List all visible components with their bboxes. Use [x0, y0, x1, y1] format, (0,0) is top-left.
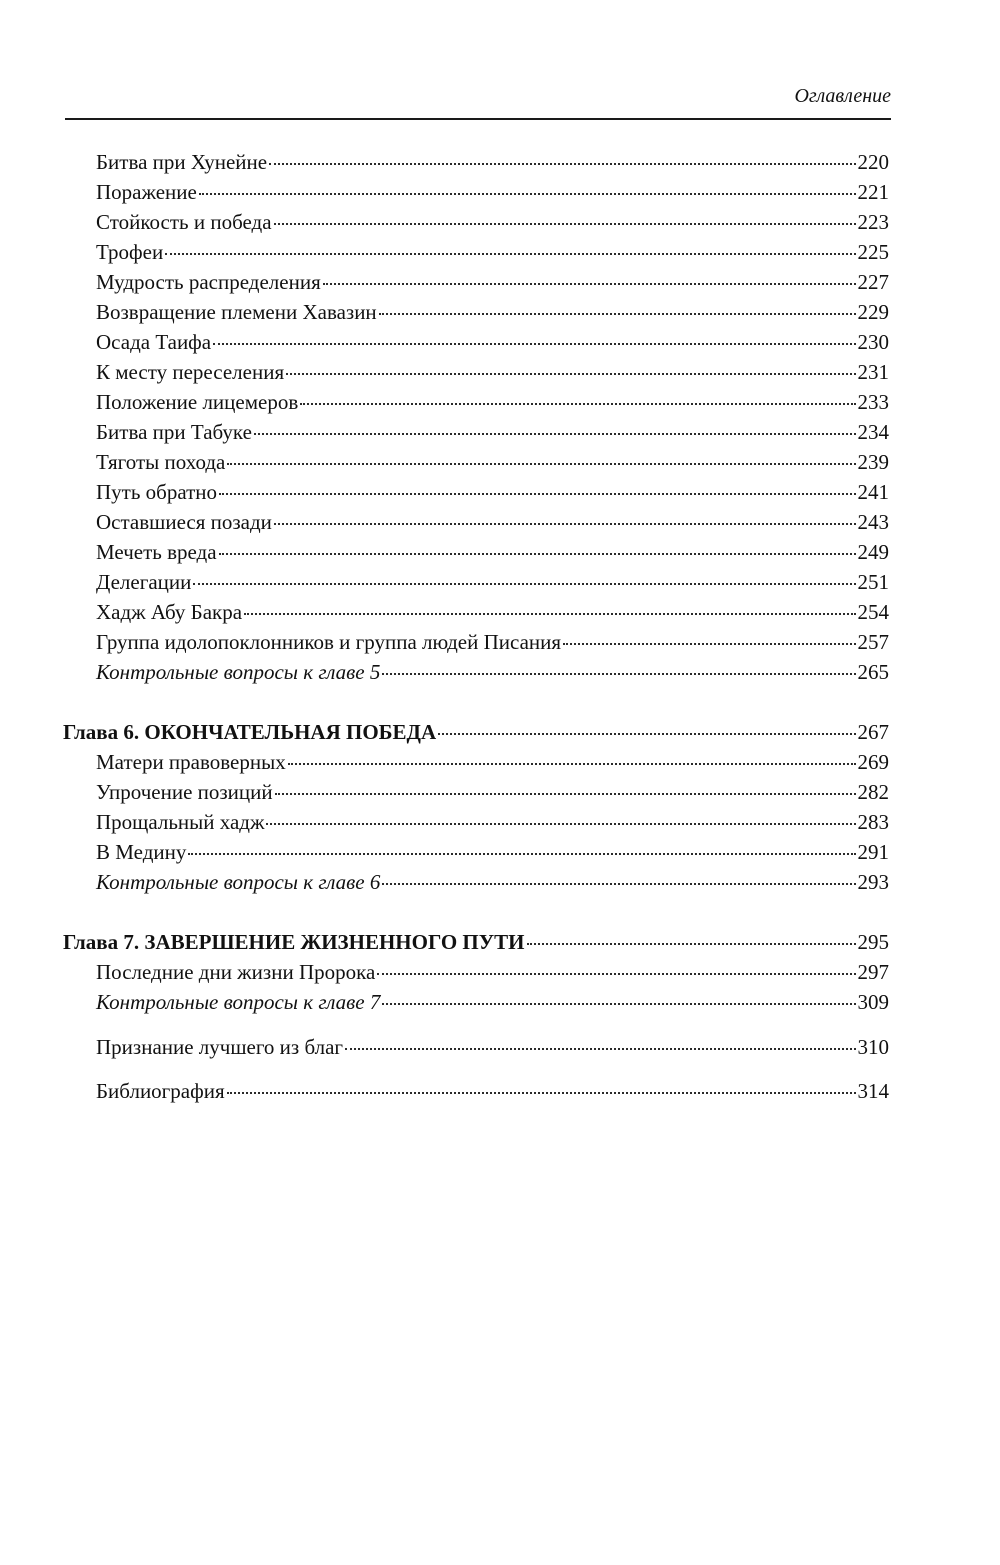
dot-leader	[438, 733, 855, 735]
toc-chapter-6[interactable]	[63, 717, 889, 747]
dot-leader	[266, 823, 855, 825]
dot-leader	[219, 553, 856, 555]
toc-entry-page: 309	[857, 990, 889, 1014]
dot-leader	[227, 1092, 856, 1094]
dot-leader	[382, 883, 855, 885]
toc-entry-title: Хадж Абу Бакра	[96, 600, 243, 624]
toc-entry-page: 227	[857, 270, 889, 294]
toc-entry[interactable]	[96, 747, 889, 777]
toc-entry[interactable]	[96, 447, 889, 477]
toc-entry[interactable]	[96, 417, 889, 447]
toc-entry[interactable]	[96, 327, 889, 357]
toc-entry-page: 234	[857, 420, 889, 444]
toc-entry-title: Путь обратно	[96, 480, 218, 504]
toc-entry[interactable]	[96, 627, 889, 657]
dot-leader	[288, 763, 856, 765]
toc-entry[interactable]	[96, 807, 889, 837]
toc-entry-title: Мечеть вреда	[96, 540, 217, 564]
toc-entry-afterword[interactable]	[96, 1032, 889, 1062]
toc-entry-review[interactable]	[96, 867, 889, 897]
toc-entry[interactable]	[96, 147, 889, 177]
toc-entry-page: 257	[857, 630, 889, 654]
toc-entry-title: Поражение	[96, 180, 197, 204]
toc-entry[interactable]	[96, 597, 889, 627]
toc-entry-title: Контрольные вопросы к главе 7	[96, 990, 381, 1014]
toc-entry-page: 249	[857, 540, 889, 564]
toc-entry-page: 283	[857, 810, 889, 834]
toc-entry-title: Стойкость и победа	[96, 210, 272, 234]
chapter-page: 267	[857, 720, 889, 744]
dot-leader	[219, 493, 855, 495]
toc-entry-title: Группа идолопоклонников и группа людей Писания	[96, 630, 562, 654]
toc-entry[interactable]	[96, 777, 889, 807]
toc-entry[interactable]	[96, 177, 889, 207]
toc-entry-page: 291	[857, 840, 889, 864]
dot-leader	[274, 223, 856, 225]
toc-entry-title: К месту переселения	[96, 360, 285, 384]
toc-entry[interactable]	[96, 567, 889, 597]
dot-leader	[377, 973, 855, 975]
toc-entry[interactable]	[96, 267, 889, 297]
toc-entry-page: 233	[857, 390, 889, 414]
toc-entry-title: Контрольные вопросы к главе 6	[96, 870, 381, 894]
toc-entry-bibliography[interactable]	[96, 1076, 889, 1106]
running-head-title: Оглавление	[794, 85, 891, 107]
toc-entry-page: 223	[857, 210, 889, 234]
dot-leader	[188, 853, 855, 855]
toc-entry-title: Оставшиеся позади	[96, 510, 272, 534]
toc-entry-title: Трофеи	[96, 240, 164, 264]
dot-leader	[563, 643, 855, 645]
toc-entry-page: 239	[857, 450, 889, 474]
dot-leader	[193, 583, 855, 585]
dot-leader	[275, 793, 856, 795]
toc-entry-title: Прощальный хадж	[96, 810, 265, 834]
dot-leader	[382, 1003, 855, 1005]
toc-entry-page: 241	[857, 480, 889, 504]
toc-entry-page: 282	[857, 780, 889, 804]
dot-leader	[244, 613, 855, 615]
toc-entry[interactable]	[96, 357, 889, 387]
toc-entry-page: 229	[857, 300, 889, 324]
toc-entry-title: Контрольные вопросы к главе 5	[96, 660, 381, 684]
toc-entry-page: 225	[857, 240, 889, 264]
dot-leader	[286, 373, 855, 375]
toc-entry-review[interactable]	[96, 987, 889, 1017]
chapter-title: Глава 7. ЗАВЕРШЕНИЕ ЖИЗНЕННОГО ПУТИ	[63, 930, 525, 954]
toc-entry-title: Битва при Хунейне	[96, 150, 268, 174]
toc-entry-title: Битва при Табуке	[96, 420, 252, 444]
toc-chapter-7[interactable]	[63, 927, 889, 957]
toc-entry-page: 310	[857, 1035, 889, 1059]
toc-entry-title: Библиография	[96, 1079, 225, 1103]
toc-entry-title: Признание лучшего из благ	[96, 1035, 344, 1059]
toc-entry-page: 269	[857, 750, 889, 774]
toc-entry-title: Последние дни жизни Пророка	[96, 960, 376, 984]
toc-entry[interactable]	[96, 957, 889, 987]
dot-leader	[300, 403, 855, 405]
toc-entry-page: 221	[857, 180, 889, 204]
toc-entry[interactable]	[96, 297, 889, 327]
chapter-title: Глава 6. ОКОНЧАТЕЛЬНАЯ ПОБЕДА	[63, 720, 437, 744]
dot-leader	[379, 313, 856, 315]
chapter-page: 295	[857, 930, 889, 954]
toc-entry-title: В Медину	[96, 840, 187, 864]
toc-entry-title: Матери правоверных	[96, 750, 286, 774]
toc-entry-page: 297	[857, 960, 889, 984]
toc-entry[interactable]	[96, 537, 889, 567]
dot-leader	[527, 943, 856, 945]
dot-leader	[199, 193, 856, 195]
toc-entry[interactable]	[96, 207, 889, 237]
dot-leader	[165, 253, 855, 255]
toc-entry-title: Мудрость распределения	[96, 270, 321, 294]
dot-leader	[269, 163, 855, 165]
toc-entry[interactable]	[96, 837, 889, 867]
toc-entry-page: 231	[857, 360, 889, 384]
toc-entry-title: Положение лицемеров	[96, 390, 299, 414]
dot-leader	[323, 283, 856, 285]
dot-leader	[213, 343, 855, 345]
toc-entry-page: 251	[857, 570, 889, 594]
toc-entry-title: Возвращение племени Хавазин	[96, 300, 377, 324]
toc-entry-page: 293	[857, 870, 889, 894]
toc-entry-title: Тяготы похода	[96, 450, 226, 474]
header-rule	[65, 118, 891, 120]
toc-entry-review[interactable]	[96, 657, 889, 687]
toc-entry-page: 230	[857, 330, 889, 354]
toc-entry-page: 314	[857, 1079, 889, 1103]
toc-entry[interactable]	[96, 237, 889, 267]
toc-entry-title: Осада Таифа	[96, 330, 212, 354]
toc-entry[interactable]	[96, 387, 889, 417]
dot-leader	[345, 1048, 855, 1050]
toc-entry-page: 265	[857, 660, 889, 684]
toc-entry-page: 254	[857, 600, 889, 624]
toc-entry-page: 220	[857, 150, 889, 174]
dot-leader	[274, 523, 856, 525]
toc-entry-page: 243	[857, 510, 889, 534]
toc-entry-title: Делегации	[96, 570, 192, 594]
dot-leader	[382, 673, 855, 675]
dot-leader	[227, 463, 855, 465]
dot-leader	[254, 433, 856, 435]
toc-entry-title: Упрочение позиций	[96, 780, 273, 804]
toc-entry[interactable]	[96, 477, 889, 507]
toc-entry[interactable]	[96, 507, 889, 537]
